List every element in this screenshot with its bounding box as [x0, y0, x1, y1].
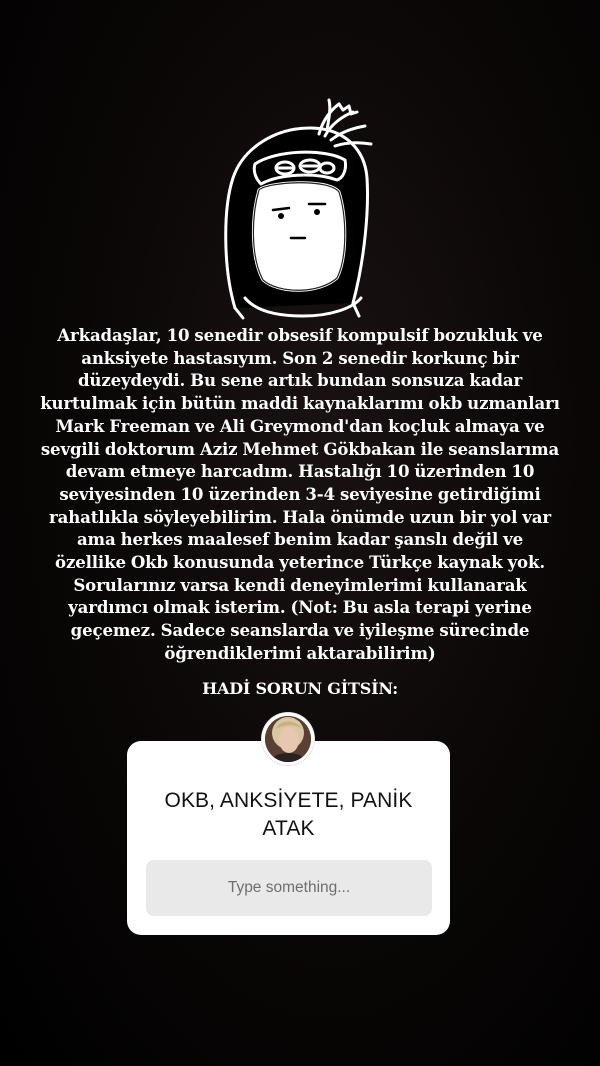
- answer-input[interactable]: [146, 860, 432, 916]
- cartoon-character-illustration: [215, 98, 390, 320]
- call-to-action-text: HADİ SORUN GİTSİN:: [202, 679, 398, 698]
- answer-input-placeholder: Type something...: [227, 879, 351, 896]
- profile-photo-icon: [262, 713, 314, 765]
- avatar: [262, 713, 314, 765]
- question-sticker[interactable]: [127, 741, 450, 935]
- story-body-text: Arkadaşlar, 10 senedir obsesif kompulsif bozukluk ve anksiyete hastasıyım. Son 2 senedir korkunç bir düzeydeydi. Bu sene artık bundan sonsuza kadar kurtulmak için bütün maddi kaynaklarımı okb uzmanları Mark Freeman ve Ali Greymond'dan koçluk almaya ve sevgili doktorum Aziz Mehmet Gökbakan ile seanslarıma devam etmeye harcadım. Hastalığı 10 üzerinden 10 seviyesinden 10 üzerinden 3-4 seviyesine getirdiğimi rahatlıkla söyleyebilirim. Hala önümde uzun bir yol var ama herkes maalesef benim kadar şanslı değil ve özellike Okb konusunda yeterince Türkçe kaynak yok. Sorularınız varsa kendi deneyimlerimi kullanarak yardımcı olmak isterim. (Not: Bu asla terapi yerine geçemez. Sadece seanslarda ve iyileşme sürecinde öğrendiklerimi aktarabilirim): [40, 325, 560, 663]
- question-title: OKB, ANKSİYETE, PANİK ATAK: [164, 789, 413, 840]
